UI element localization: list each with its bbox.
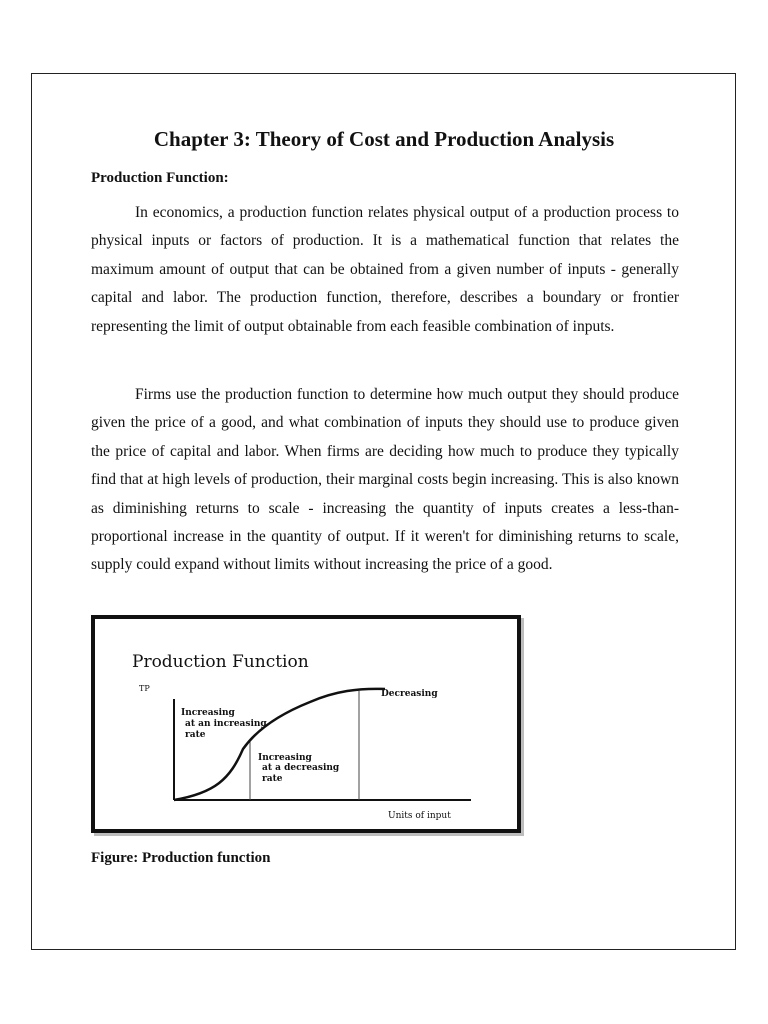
region-label-decreasing-rate: Increasing at a decreasing rate — [258, 753, 340, 784]
x-axis-label: Units of input — [388, 811, 451, 821]
section-heading: Production Function: — [91, 170, 229, 186]
production-function-figure — [91, 615, 521, 833]
paragraph-1: In economics, a production function relates physical output of a production process to physical inputs or factors of production. It is a mathematical function that relates the maximum amount of output that can be obtained from a given number of inputs - generally capital and labor. The production function, therefore, describes a boundary or frontier representing the limit of output obtainable from each feasible combination of inputs. — [91, 204, 679, 335]
figure-caption: Figure: Production function — [91, 850, 271, 866]
paragraph-2: Firms use the production function to determine how much output they should produce given the price of a good, and what combination of inputs they should use to produce given the price of capital and labor. When firms are deciding how much to produce they typically find that at high levels of production, their marginal costs begin increasing. This is also known as diminishing returns to scale - increasing the quantity of inputs creates a less-than-proportional increase in the quantity of output. If it weren't for diminishing returns to scale, supply could expand without limits without increasing the price of a good. — [91, 386, 679, 574]
chapter-title: Chapter 3: Theory of Cost and Production Analysis — [153, 127, 615, 151]
region-label-increasing-rate: Increasing at an increasing rate — [181, 708, 267, 740]
y-axis-label: TP — [139, 684, 150, 693]
production-function-graph — [95, 619, 517, 829]
figure-title: Production Function — [132, 652, 309, 672]
region-label-decreasing: Decreasing — [381, 689, 438, 699]
